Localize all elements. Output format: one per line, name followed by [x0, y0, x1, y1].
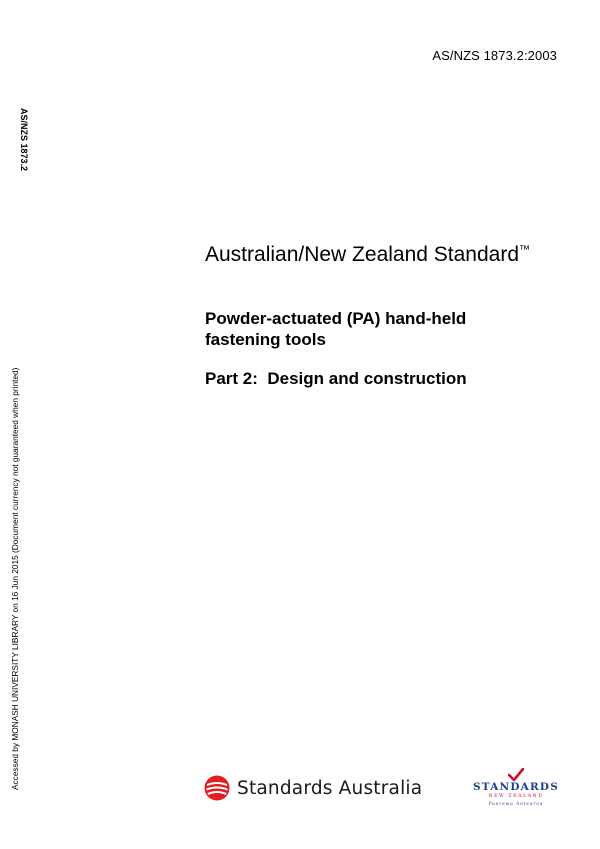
standards-australia-logo: [204, 774, 422, 802]
standards-australia-flame-icon: [204, 775, 230, 801]
document-number: AS/NZS 1873.2:2003: [432, 48, 557, 63]
standards-australia-name: Standards Australia: [237, 777, 423, 799]
trademark-symbol: ™: [519, 244, 531, 256]
document-part: Part 2: Design and construction: [205, 369, 467, 388]
spine-code: AS/NZS 1873.2: [19, 108, 29, 172]
standard-title: [205, 243, 530, 267]
standards-nz-logo: [470, 768, 562, 812]
standards-nz-word: STANDARDS: [472, 781, 560, 793]
standards-nz-country: NEW ZEALAND: [488, 794, 544, 799]
document-heading: Powder-actuated (PA) hand-held fastening tools: [205, 309, 467, 349]
standard-name: Australian/New Zealand Standard: [205, 243, 520, 266]
standards-nz-check-icon: [508, 768, 524, 782]
access-note: Accessed by MONASH UNIVERSITY LIBRARY on 16 Jun 2015 (Document currency not guaranteed when printed): [10, 367, 20, 790]
standards-nz-maori: Paerewa Aotearoa: [488, 801, 544, 806]
